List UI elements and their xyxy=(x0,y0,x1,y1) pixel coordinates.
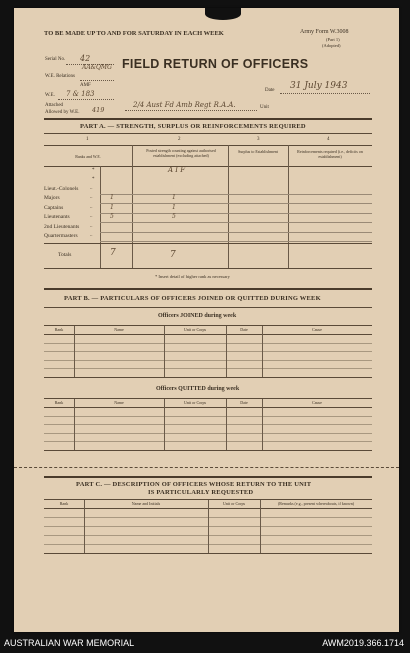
tear-off-line xyxy=(14,467,399,468)
star-2: * xyxy=(92,177,95,182)
totals-posted: 7 xyxy=(170,250,176,260)
rank-row-rule xyxy=(100,241,372,242)
rank-row-rule xyxy=(100,194,372,195)
unit-value: 2/4 Aust Fd Amb Regt R.A.A. xyxy=(133,101,236,109)
rank-posted-value: 5 xyxy=(172,213,176,221)
col-header-surplus: Surplus to Establishment xyxy=(238,149,278,154)
amf-label: AMF xyxy=(80,83,91,88)
column-header: Rank xyxy=(59,501,69,506)
serial-value: 42 xyxy=(80,54,91,63)
rank-dots: .. xyxy=(90,214,93,220)
col-header-ranks: Ranks and W.E. xyxy=(75,154,101,159)
rank-row-rule xyxy=(100,203,372,204)
column-header: Cause xyxy=(312,327,322,332)
part-a-bottom-rule xyxy=(44,268,372,269)
unit-label: Unit xyxy=(260,105,269,110)
part-b-rule xyxy=(44,307,372,308)
rank-posted-value: 1 xyxy=(172,194,176,202)
rank-dots: .. xyxy=(90,204,93,210)
we-relations-line xyxy=(80,80,114,81)
attached-label: Attached xyxy=(45,103,64,108)
column-header: (Remarks (e.g., present whereabouts, if known) xyxy=(277,501,355,506)
table-column-rule xyxy=(260,500,261,553)
date-label: Date xyxy=(265,88,275,93)
column-header: Unit or Corps xyxy=(184,327,206,332)
part-a-footnote: * Insert detail of higher rank as necessary xyxy=(155,274,230,279)
part-a-top-rule xyxy=(44,118,372,120)
part-a-handwritten-aif: A I F xyxy=(168,166,186,174)
part-a-vr-1 xyxy=(100,166,101,268)
allowed-label: Allowed by W.E. xyxy=(45,110,80,115)
rank-row-rule xyxy=(100,232,372,233)
rank-we-value: 1 xyxy=(110,194,114,202)
joined-title-rule xyxy=(44,325,372,326)
column-header: Rank xyxy=(54,327,64,332)
part-a-header-rule xyxy=(44,166,372,167)
table-row xyxy=(44,360,372,361)
table-column-rule xyxy=(262,399,263,450)
we-value: 7 & 183 xyxy=(66,90,95,98)
footer-right: AWM2019.366.1714 xyxy=(322,638,404,648)
form-id: Army Form W.3008 xyxy=(300,29,349,35)
table-column-rule xyxy=(74,399,75,450)
instruction-text: TO BE MADE UP TO AND FOR SATURDAY IN EACH WEEK xyxy=(44,30,224,37)
column-header: Unit or Corps xyxy=(223,501,245,506)
allowed-value: 419 xyxy=(92,106,105,114)
table-column-rule xyxy=(262,326,263,377)
part-a-rule xyxy=(44,133,372,134)
table-bottom-rule xyxy=(44,377,372,378)
we-relations-label: W.E. Relations xyxy=(45,74,75,79)
column-header: Date xyxy=(240,400,248,405)
joined-title: Officers JOINED during week xyxy=(158,313,237,319)
part-b-top-rule xyxy=(44,288,372,290)
rank-label: 2nd Lieutenants xyxy=(44,223,80,230)
torn-edge xyxy=(205,8,241,20)
table-row xyxy=(44,416,372,417)
table-column-rule xyxy=(164,399,165,450)
rank-label: Lieutenants xyxy=(44,214,70,221)
table-row xyxy=(44,368,372,369)
form-adopted: (Adopted) xyxy=(322,43,341,48)
part-a-vr-3 xyxy=(228,145,229,268)
part-c-title-1: PART C. — DESCRIPTION OF OFFICERS WHOSE RETURN TO THE UNIT xyxy=(76,481,312,488)
part-c-top-rule xyxy=(44,476,372,478)
table-column-rule xyxy=(208,500,209,553)
column-header: Name and Initials xyxy=(131,501,161,506)
column-header: Cause xyxy=(312,400,322,405)
unit-line xyxy=(125,110,257,111)
we-line xyxy=(58,99,114,100)
rank-dots: .. xyxy=(90,195,93,201)
column-header: Name xyxy=(114,400,124,405)
star-1: * xyxy=(92,168,95,173)
table-column-rule xyxy=(226,399,227,450)
part-a-vr-2 xyxy=(132,145,133,268)
rank-dots: .. xyxy=(90,223,93,229)
part-a-vr-4 xyxy=(288,145,289,268)
col-num-2: 2 xyxy=(178,137,181,142)
column-header: Date xyxy=(240,327,248,332)
rank-label: Captains xyxy=(44,204,64,211)
form-part: (Part 1) xyxy=(326,37,340,42)
table-bottom-rule xyxy=(44,450,372,451)
part-a-title: PART A. — STRENGTH, SURPLUS OR REINFORCEMENTS REQUIRED xyxy=(80,123,306,130)
column-header: Rank xyxy=(54,400,64,405)
table-row xyxy=(44,433,372,434)
rank-row-rule xyxy=(100,213,372,214)
table-column-rule xyxy=(84,500,85,553)
quitted-title-rule xyxy=(44,398,372,399)
table-header-rule xyxy=(44,407,372,408)
table-column-rule xyxy=(74,326,75,377)
totals-we: 7 xyxy=(110,248,116,258)
totals-label: Totals xyxy=(58,252,72,258)
rank-dots: .. xyxy=(90,233,93,238)
col-header-reinf: Reinforcements required (i.e., deficits on establishment) xyxy=(297,149,363,159)
table-header-rule xyxy=(44,334,372,335)
rank-label: Lieut.-Colonels xyxy=(44,186,79,192)
column-header: Name xyxy=(114,327,124,332)
rank-label: Quartermasters xyxy=(44,233,78,239)
part-a-num-rule xyxy=(44,145,372,146)
date-line xyxy=(280,93,370,94)
rank-dots: .. xyxy=(90,186,93,191)
col-num-1: 1 xyxy=(86,137,89,142)
date-value: 31 July 1943 xyxy=(290,81,348,91)
table-column-rule xyxy=(164,326,165,377)
table-bottom-rule xyxy=(44,553,372,554)
table-row xyxy=(44,424,372,425)
col-num-3: 3 xyxy=(257,137,260,142)
part-c-title-2: IS PARTICULARLY REQUESTED xyxy=(148,489,254,496)
page-title: FIELD RETURN OF OFFICERS xyxy=(122,57,309,71)
table-row xyxy=(44,343,372,344)
part-b-title: PART B. — PARTICULARS OF OFFICERS JOINED OR QUITTED DURING WEEK xyxy=(64,295,321,302)
footer-left: AUSTRALIAN WAR MEMORIAL xyxy=(4,638,135,648)
rank-we-value: 5 xyxy=(110,213,114,221)
table-row xyxy=(44,441,372,442)
rank-row-rule xyxy=(100,222,372,223)
col-num-4: 4 xyxy=(327,137,330,142)
rank-posted-value: 1 xyxy=(172,203,176,211)
quitted-title: Officers QUITTED during week xyxy=(156,386,240,392)
rank-label: Majors xyxy=(44,195,60,202)
we-label: W.E. xyxy=(45,93,55,98)
col-header-posted: Posted strength counting against authorised establishment (excluding attached) xyxy=(146,148,216,158)
table-column-rule xyxy=(226,326,227,377)
table-row xyxy=(44,351,372,352)
rank-we-value: 1 xyxy=(110,203,114,211)
stamp-text: AA&QMG xyxy=(82,64,112,71)
totals-rule xyxy=(44,243,372,244)
column-header: Unit or Corps xyxy=(184,400,206,405)
serial-label: Serial No. xyxy=(45,57,66,62)
